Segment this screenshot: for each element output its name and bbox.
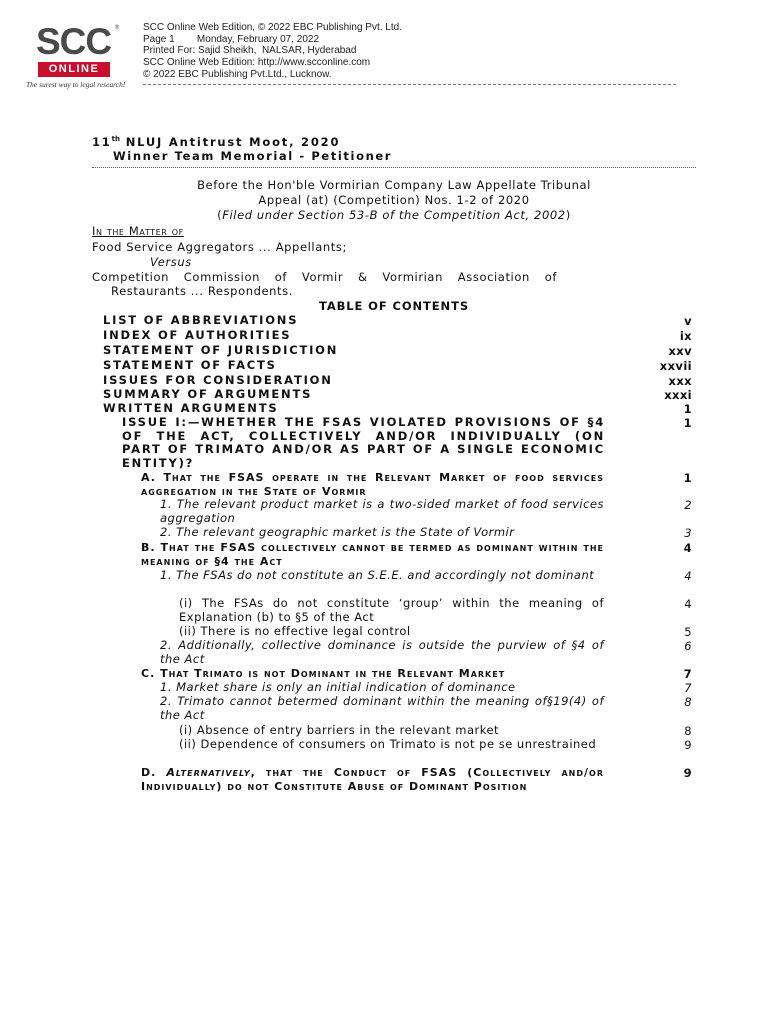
- toc-entry-text: C. That Trimato is not Dominant in the Relevant Market: [141, 667, 506, 680]
- filed-under-line: (Filed under Section 53-B of the Competition Act, 2002): [217, 208, 571, 222]
- toc-entry-page: 1: [683, 471, 692, 485]
- toc-entry-page: 3: [684, 526, 692, 540]
- header-line-printed-for: Printed For: Sajid Sheikh, NALSAR, Hyderabad: [143, 45, 357, 57]
- appeal-line: Appeal (at) (Competition) Nos. 1-2 of 2020: [258, 193, 530, 207]
- toc-entry-text: 1. Market share is only an initial indication of dominance: [160, 680, 516, 694]
- toc-entry-text: (i) Absence of entry barriers in the relevant market: [179, 723, 500, 737]
- toc-entry-page: 7: [684, 681, 692, 695]
- toc-entry-page: xxvii: [659, 359, 692, 373]
- logo-tagline: The surest way to legal research!: [26, 80, 126, 89]
- toc-entry-text: 2. The relevant geographic market is the State of Vormir: [160, 525, 515, 539]
- toc-entry-page: 1: [683, 402, 692, 416]
- header-line-edition: SCC Online Web Edition, © 2022 EBC Publishing Pvt. Ltd.: [143, 22, 402, 33]
- toc-entry-page: 4: [684, 569, 692, 583]
- toc-entry-page: 8: [684, 724, 692, 738]
- toc-heading: TABLE OF CONTENTS: [318, 299, 470, 313]
- toc-entry-page: 6: [684, 639, 692, 653]
- toc-entry-text: 1. The FSAs do not constitute an S.E.E. and accordingly not dominant: [160, 568, 595, 582]
- header-line-url: SCC Online Web Edition: http://www.scconline.com: [143, 57, 371, 69]
- toc-entry-text: LIST OF ABBREVIATIONS: [103, 313, 299, 327]
- toc-entry-page: 4: [684, 597, 692, 611]
- header-line-page: Page 1 Monday, February 07, 2022: [143, 33, 320, 45]
- toc-entry-page: ix: [679, 329, 692, 343]
- toc-entry-page: 7: [683, 667, 692, 681]
- versus-line: Versus: [150, 255, 192, 269]
- toc-entry-page: 9: [684, 738, 692, 752]
- toc-entry-page: xxv: [668, 344, 692, 358]
- toc-entry-text: D. Alternatively, that the Conduct of FSAS (Collectively and/or Individually) do not Constitute Abuse of Dominant Position: [141, 766, 604, 793]
- moot-title: 11th NLUJ Antitrust Moot, 2020: [92, 135, 341, 149]
- memorial-subtitle: Winner Team Memorial - Petitioner: [113, 149, 393, 163]
- in-the-matter-of: In the Matter of: [92, 224, 184, 238]
- toc-entry-page: v: [684, 314, 692, 328]
- toc-entry-text: (ii) Dependence of consumers on Trimato is not pe se unrestrained: [179, 737, 597, 751]
- toc-entry-page: 5: [684, 625, 692, 639]
- logo-online-banner: ONLINE: [38, 62, 110, 77]
- toc-entry-page: 4: [683, 541, 692, 555]
- respondents-line-1: Competition Commission of Vormir & Vormirian Association of: [92, 270, 557, 284]
- toc-entry-text: ISSUES FOR CONSIDERATION: [103, 373, 333, 387]
- toc-entry-text: A. That the FSAS operate in the Relevant Market of food services aggregation in the State of Vormir: [141, 471, 604, 498]
- registered-mark: ®: [114, 24, 120, 31]
- toc-entry-page: 1: [683, 416, 692, 430]
- respondents-line-2: Restaurants ... Respondents.: [111, 284, 294, 298]
- toc-entry-text: INDEX OF AUTHORITIES: [103, 328, 292, 342]
- toc-entry-text: 2. Additionally, collective dominance is outside the purview of §4 of the Act: [160, 638, 604, 666]
- toc-entry-text: STATEMENT OF FACTS: [103, 358, 277, 372]
- toc-entry-text: 1. The relevant product market is a two-sided market of food services aggregation: [160, 497, 604, 525]
- toc-entry-page: xxxi: [664, 388, 692, 402]
- appellants-line: Food Service Aggregators ... Appellants;: [92, 240, 347, 254]
- toc-entry-text: SUMMARY OF ARGUMENTS: [103, 387, 313, 401]
- print-header-info: [143, 22, 402, 81]
- toc-entry-page: 8: [684, 695, 692, 709]
- toc-entry-text: (i) The FSAs do not constitute ‘group’ within the meaning of Explanation (b) to §5 of the Act: [179, 596, 604, 624]
- title-divider: [92, 167, 696, 168]
- toc-entry-page: 9: [683, 766, 692, 780]
- toc-entry-text: STATEMENT OF JURISDICTION: [103, 343, 339, 357]
- header-line-copyright: © 2022 EBC Publishing Pvt.Ltd., Lucknow.: [143, 68, 332, 80]
- toc-entry-page: 2: [684, 498, 692, 512]
- toc-entry-text: WRITTEN ARGUMENTS: [103, 401, 279, 415]
- toc-entry-text: B. That the FSAS collectively cannot be termed as dominant within the meaning of §4 the Act: [141, 541, 604, 568]
- logo-wordmark: SCC: [36, 21, 112, 62]
- header-divider: [143, 84, 676, 85]
- toc-entry-text: (ii) There is no effective legal control: [179, 624, 411, 638]
- tribunal-line: Before the Hon'ble Vormirian Company Law Appellate Tribunal: [197, 178, 591, 192]
- toc-entry-text: ISSUE I:—WHETHER THE FSAS VIOLATED PROVISIONS OF §4 OF THE ACT, COLLECTIVELY AND/OR INDIVIDUALLY (ON PART OF TRIMATO AND/OR AS PART OF A SINGLE ECONOMIC ENTITY)?: [122, 415, 605, 470]
- toc-entry-page: xxx: [668, 374, 692, 388]
- toc-entry-text: 2. Trimato cannot betermed dominant within the meaning of§19(4) of the Act: [160, 694, 604, 722]
- scc-online-logo: [22, 22, 137, 94]
